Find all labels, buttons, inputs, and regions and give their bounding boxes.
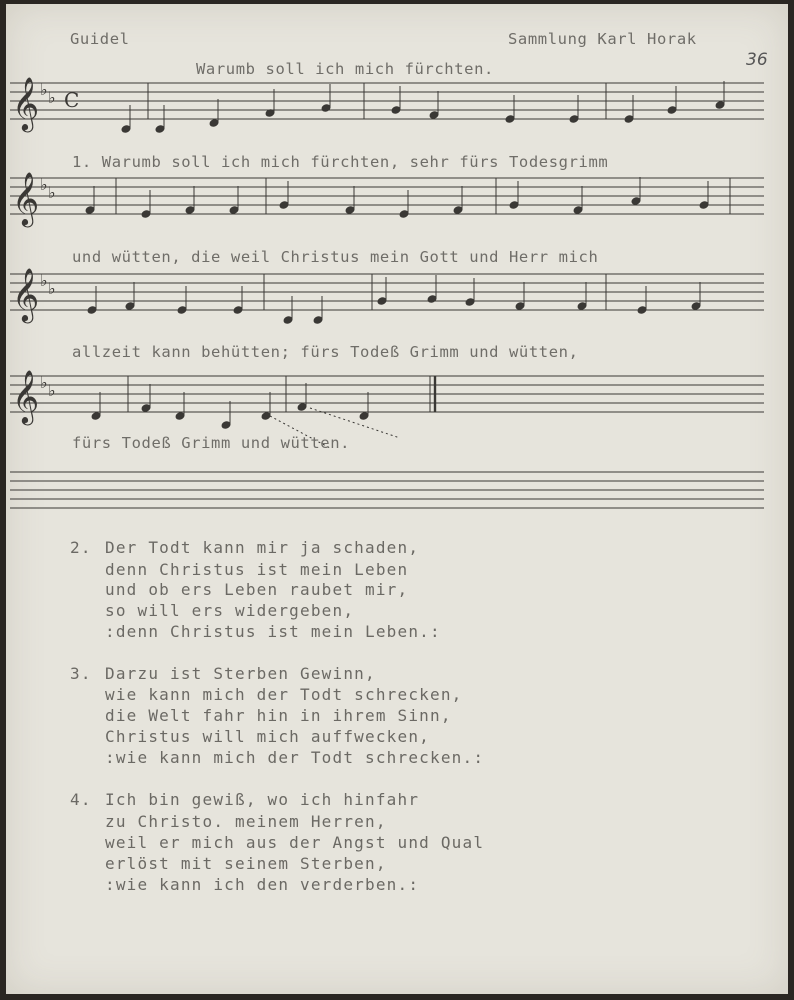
verse-line: Der Todt kann mir ja schaden, <box>105 538 420 557</box>
verse-line: :wie kann mich der Todt schrecken.: <box>105 748 485 767</box>
flat-icon: ♭ <box>40 80 48 99</box>
verse-line: :denn Christus ist mein Leben.: <box>105 622 441 641</box>
page-number: 36 <box>746 50 768 70</box>
treble-clef-icon: 𝄞 <box>12 267 40 321</box>
verse-line: Christus will mich auffwecken, <box>105 727 430 746</box>
flat-icon: ♭ <box>40 175 48 194</box>
region-label: Guidel <box>70 30 130 48</box>
underlay-line-1: 1. Warumb soll ich mich fürchten, sehr fürs Todesgrimm <box>72 153 609 171</box>
time-signature: C <box>64 88 80 112</box>
flat-icon: ♭ <box>48 183 56 202</box>
flat-icon: ♭ <box>48 381 56 400</box>
flat-icon: ♭ <box>48 88 56 107</box>
underlay-line-2: und wütten, die weil Christus mein Gott und Herr mich <box>72 248 599 266</box>
treble-clef-icon: 𝄞 <box>12 171 40 225</box>
verse-line: Darzu ist Sterben Gewinn, <box>105 664 376 683</box>
verse-line: und ob ers Leben raubet mir, <box>105 580 409 599</box>
verse-line: zu Christo. meinem Herren, <box>105 812 387 831</box>
song-title: Warumb soll ich mich fürchten. <box>196 60 494 78</box>
verse-line: erlöst mit seinem Sterben, <box>105 854 387 873</box>
verse-line: Ich bin gewiß, wo ich hinfahr <box>105 790 420 809</box>
flat-icon: ♭ <box>40 373 48 392</box>
treble-clef-icon: 𝄞 <box>12 76 40 130</box>
treble-clef-icon: 𝄞 <box>12 369 40 423</box>
verse-line: denn Christus ist mein Leben <box>105 560 409 579</box>
verse-line: :wie kann ich den verderben.: <box>105 875 420 894</box>
underlay-line-3: allzeit kann behütten; fürs Todeß Grimm und wütten, <box>72 343 579 361</box>
collection-label: Sammlung Karl Horak <box>508 30 697 48</box>
verse-number: 3. <box>70 664 92 683</box>
underlay-line-4: fürs Todeß Grimm und wütten. <box>72 434 351 452</box>
verse-number: 2. <box>70 538 92 557</box>
verse-line: weil er mich aus der Angst und Qual <box>105 833 485 852</box>
verse-line: wie kann mich der Todt schrecken, <box>105 685 463 704</box>
flat-icon: ♭ <box>48 279 56 298</box>
verse-line: so will ers widergeben, <box>105 601 355 620</box>
verse-line: die Welt fahr hin in ihrem Sinn, <box>105 706 452 725</box>
verse-number: 4. <box>70 790 92 809</box>
flat-icon: ♭ <box>40 271 48 290</box>
